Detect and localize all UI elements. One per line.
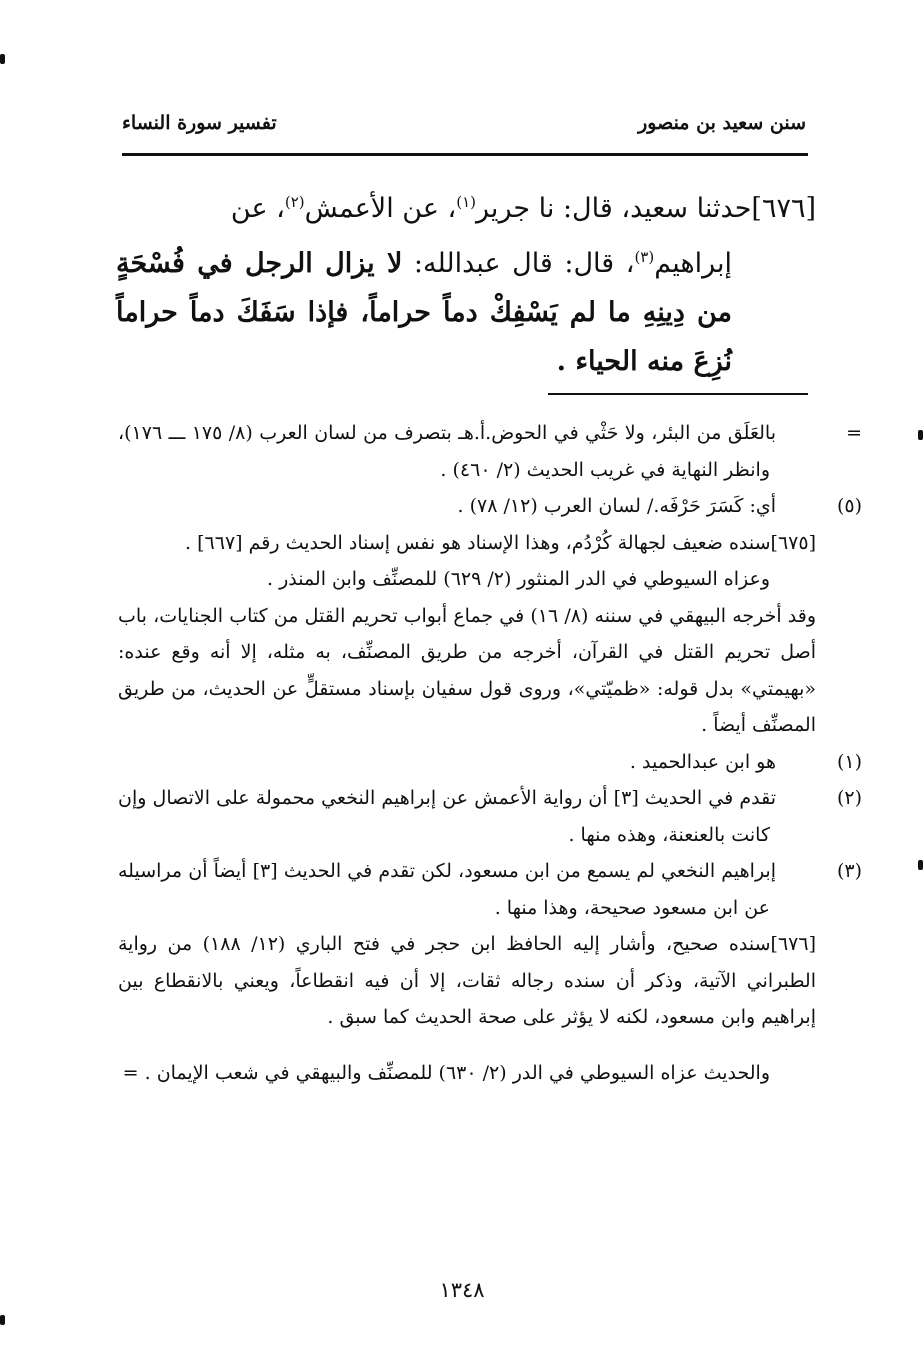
footnote-ref-2: (٢) — [284, 193, 305, 211]
footnote-text: والحديث عزاه السيوطي في الدر (٢/ ٦٣٠) للمصنِّف والبيهقي في شعب الإيمان . — [144, 1061, 770, 1084]
footnote-continuation — [118, 415, 862, 488]
hadith-matn: لا يزال الرجل في فُسْحَةٍ من دِينِهِ ما لم يَسْفِكْ دماً حراماً، فإذا سَفَكَ دماً حراماً نُزِعَ منه الحياء . — [116, 248, 732, 377]
footnote-text: أي: كَسَرَ حَرْفَه./ لسان العرب (١٢/ ٧٨) . — [457, 495, 776, 517]
scan-mark — [0, 54, 5, 64]
footnotes — [118, 415, 862, 1110]
footnote-ref-1: (١) — [456, 193, 477, 211]
footnote-text: بالعَلَق من البئر، ولا حَثْي في الحوض.أ.هـ بتصرف من لسان العرب (٨/ ١٧٥ ـــ ١٧٦)، وانظر النهاية في غريب الحديث (٢/ ٤٦٠) . — [118, 422, 776, 481]
hadith-ref-marker: [٦٧٥] — [770, 531, 816, 554]
section-title: تفسير سورة النساء — [122, 112, 277, 134]
hadith-676-note — [118, 926, 816, 1036]
header-rule — [122, 153, 808, 156]
footnote-marker: (٢) — [836, 787, 862, 809]
footnote-1 — [118, 744, 862, 781]
hadith-676-note-p2 — [118, 1055, 816, 1092]
book-title: سنن سعيد بن منصور — [638, 112, 806, 134]
hadith-text — [116, 178, 816, 386]
footnote-marker: (٣) — [836, 860, 862, 882]
hadith-line1: حدثنا سعيد، قال: نا جرير — [476, 193, 752, 224]
continuation-marker: = — [846, 422, 862, 444]
footnote-text: سنده صحيح، وأشار إليه الحافظ ابن حجر في فتح الباري (١٢/ ١٨٨) من رواية الطبراني الآتية، وذكر أن سنده رجاله ثقات، إلا أن فيه انقطاعاً، ويعني بالانقطاع بين إبراهيم وابن مسعود، لكنه لا يؤثر على صحة الحديث كما سبق . — [118, 933, 816, 1028]
footnote-text: وعزاه السيوطي في الدر المنثور (٢/ ٦٢٩) للمصنِّف وابن المنذر . — [266, 568, 770, 590]
running-header — [122, 112, 806, 148]
scan-mark — [0, 1315, 5, 1325]
footnote-text: سنده ضعيف لجهالة كُرْدُم، وهذا الإسناد هو نفس إسناد الحديث رقم [٦٦٧] . — [185, 531, 771, 554]
hadith-line2a: إبراهيم — [654, 248, 732, 279]
hadith-675-note-p3 — [118, 598, 816, 744]
hadith-ref-marker: [٦٧٦] — [770, 933, 816, 955]
scan-mark — [918, 430, 923, 440]
hadith-body — [116, 233, 816, 386]
footnote-separator — [548, 393, 808, 395]
footnote-2 — [118, 780, 862, 853]
footnote-3 — [118, 853, 862, 926]
footnote-text: إبراهيم النخعي لم يسمع من ابن مسعود، لكن تقدم في الحديث [٣] أيضاً أن مراسيله عن ابن مسعود صحيحة، وهذا منها . — [118, 860, 776, 919]
hadith-number: [٦٧٦] — [751, 193, 816, 224]
footnote-marker: (١) — [836, 750, 862, 773]
footnote-ref-3: (٣) — [634, 248, 655, 266]
scan-mark — [918, 860, 923, 870]
hadith-675-note — [118, 525, 816, 562]
hadith-line1c: ، عن — [230, 193, 285, 224]
footnote-text: تقدم في الحديث [٣] أن رواية الأعمش عن إبراهيم النخعي محمولة على الاتصال وإن كانت بالعنعنة، وهذه منها . — [118, 787, 776, 846]
hadith-line1b: ، عن الأعمش — [304, 193, 457, 224]
continuation-marker: = — [122, 1061, 139, 1084]
footnote-text: وقد أخرجه البيهقي في سننه (٨/ ١٦) في جماع أبواب تحريم القتل من كتاب الجنايات، باب أصل تحريم القتل في القرآن، أخرجه من طريق المصنِّف، به مثله، إلا أنه وقع عنده: «بهيمتي» بدل قوله: «ظميّتي»، وروى قول سفيان بإسناد مستقلٍّ عن الحديث، من طريق المصنِّف أيضاً . — [118, 604, 817, 736]
footnote-marker: (٥) — [836, 495, 862, 517]
footnote-text: هو ابن عبدالحميد . — [629, 750, 776, 773]
hadith-675-note-p2 — [118, 561, 816, 598]
footnote-5 — [118, 488, 862, 525]
hadith-line2b: ، قال: قال عبدالله: — [402, 248, 635, 279]
page-number: ١٣٤٨ — [439, 1278, 485, 1302]
